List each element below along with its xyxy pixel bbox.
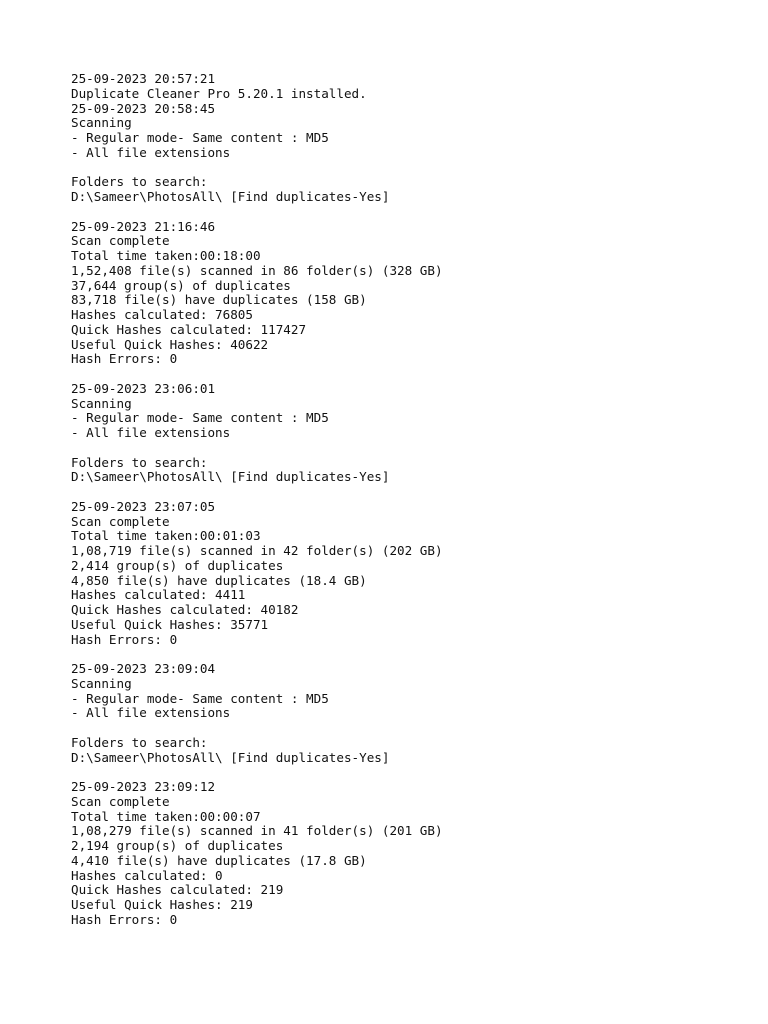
log-line: 1,52,408 file(s) scanned in 86 folder(s) (328 GB): [71, 262, 443, 278]
log-line: Scanning: [71, 395, 132, 411]
log-line: - All file extensions: [71, 425, 231, 440]
log-blank-line: [71, 441, 731, 456]
log-line: - Regular mode- Same content : MD5: [71, 410, 329, 426]
log-blank-line: [71, 161, 731, 176]
log-line: Useful Quick Hashes: 40622: [71, 336, 269, 352]
log-line: Hash Errors: 0: [71, 631, 178, 647]
log-line: D:\Sameer\PhotosAll\ [Find duplicates-Yes]: [71, 469, 390, 485]
log-line: 4,410 file(s) have duplicates (17.8 GB): [71, 852, 367, 868]
log-line: - All file extensions: [71, 705, 231, 721]
log-line: - Regular mode- Same content : MD5: [71, 690, 329, 706]
log-line: Useful Quick Hashes: 219: [71, 897, 253, 912]
log-line: 37,644 group(s) of duplicates: [71, 277, 291, 293]
log-line: D:\Sameer\PhotosAll\ [Find duplicates-Yes]: [71, 189, 390, 204]
log-line: Hashes calculated: 4411: [71, 587, 246, 603]
log-line: - All file extensions: [71, 144, 231, 160]
log-blank-line: [71, 367, 731, 382]
log-line: Hash Errors: 0: [71, 351, 178, 367]
scan-log: [71, 72, 731, 928]
log-line: Quick Hashes calculated: 219: [71, 882, 284, 898]
log-line: 4,850 file(s) have duplicates (18.4 GB): [71, 572, 367, 588]
log-blank-line: [71, 205, 731, 220]
log-line: Folders to search:: [71, 454, 208, 470]
log-line: Hashes calculated: 76805: [71, 307, 253, 322]
log-line: 1,08,279 file(s) scanned in 41 folder(s) (201 GB): [71, 823, 443, 839]
log-line: Scan complete: [71, 233, 170, 249]
log-blank-line: [71, 765, 731, 780]
log-blank-line: [71, 721, 731, 736]
log-line: Total time taken:00:00:07: [71, 808, 261, 824]
log-line: Folders to search:: [71, 174, 208, 190]
log-blank-line: [71, 485, 731, 500]
log-line: 25-09-2023 20:58:45: [71, 100, 216, 116]
log-line: 25-09-2023 21:16:46: [71, 218, 216, 234]
log-line: Quick Hashes calculated: 40182: [71, 602, 299, 617]
log-blank-line: [71, 647, 731, 662]
log-line: 2,414 group(s) of duplicates: [71, 557, 284, 573]
log-line: Scan complete: [71, 793, 170, 809]
log-line: - Regular mode- Same content : MD5: [71, 130, 329, 145]
log-line: Hashes calculated: 0: [71, 867, 223, 883]
log-line: D:\Sameer\PhotosAll\ [Find duplicates-Yes]: [71, 749, 390, 765]
log-line: Scanning: [71, 115, 132, 131]
log-line: Useful Quick Hashes: 35771: [71, 616, 269, 632]
log-line: 25-09-2023 23:09:12: [71, 779, 216, 794]
log-line: Quick Hashes calculated: 117427: [71, 321, 307, 337]
log-line: 2,194 group(s) of duplicates: [71, 838, 284, 853]
log-line: 25-09-2023 20:57:21: [71, 71, 216, 86]
log-line: Folders to search:: [71, 734, 208, 750]
log-line: Hash Errors: 0: [71, 911, 178, 927]
log-line: Scanning: [71, 675, 132, 691]
log-line: 25-09-2023 23:07:05: [71, 498, 216, 514]
log-line: Duplicate Cleaner Pro 5.20.1 installed.: [71, 85, 367, 101]
log-line: 83,718 file(s) have duplicates (158 GB): [71, 292, 367, 308]
log-line: 1,08,719 file(s) scanned in 42 folder(s) (202 GB): [71, 543, 443, 558]
log-line: 25-09-2023 23:06:01: [71, 380, 216, 396]
log-line: Total time taken:00:01:03: [71, 528, 261, 544]
log-line: 25-09-2023 23:09:04: [71, 661, 216, 676]
log-line: Scan complete: [71, 513, 170, 529]
log-line: Total time taken:00:18:00: [71, 248, 261, 263]
